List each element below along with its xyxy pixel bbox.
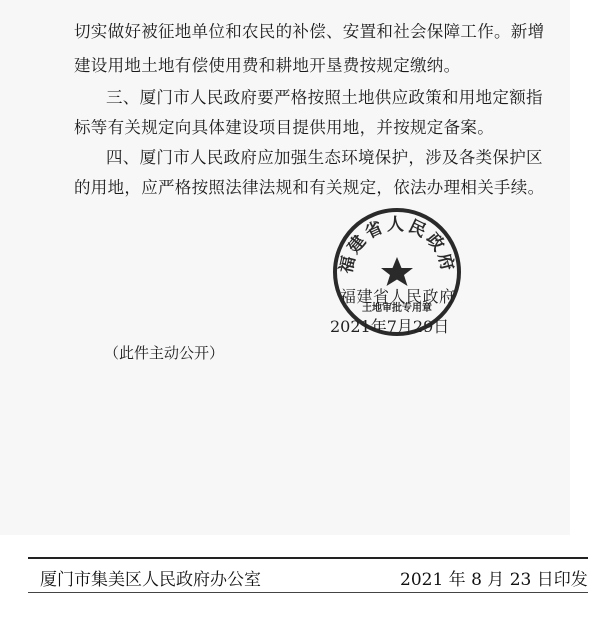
clause-3-line-1: 三、厦门市人民政府要严格按照土地供应政策和用地定额指 bbox=[106, 88, 543, 107]
seal-sub-text: 土地审批专用章 bbox=[362, 303, 432, 314]
disclosure-note: （此件主动公开） bbox=[104, 344, 225, 362]
signature-date: 2021年7月29日 bbox=[330, 317, 450, 336]
clause-4-line-1: 四、厦门市人民政府应加强生态环境保护，涉及各类保护区 bbox=[106, 148, 543, 167]
body-text-line-1: 切实做好被征地单位和农民的补偿、安置和社会保障工作。新增 bbox=[74, 22, 545, 41]
footer-office: 厦门市集美区人民政府办公室 bbox=[40, 570, 261, 590]
footer-rule-bottom bbox=[28, 592, 588, 593]
signature-org: 福建省人民政府 bbox=[340, 287, 456, 306]
body-text-line-2: 建设用地土地有偿使用费和耕地开垦费按规定缴纳。 bbox=[74, 56, 461, 75]
footer-rule-top bbox=[28, 557, 588, 559]
clause-4-line-2: 的用地，应严格按照法律法规和有关规定，依法办理相关手续。 bbox=[74, 178, 545, 197]
footer-print-date: 2021 年 8 月 23 日印发 bbox=[400, 570, 588, 590]
seal-star-icon bbox=[381, 257, 413, 286]
seal-text: 福建省人民政府 bbox=[336, 215, 458, 276]
clause-3-line-2: 标等有关规定向具体建设项目提供用地，并按规定备案。 bbox=[74, 118, 494, 137]
